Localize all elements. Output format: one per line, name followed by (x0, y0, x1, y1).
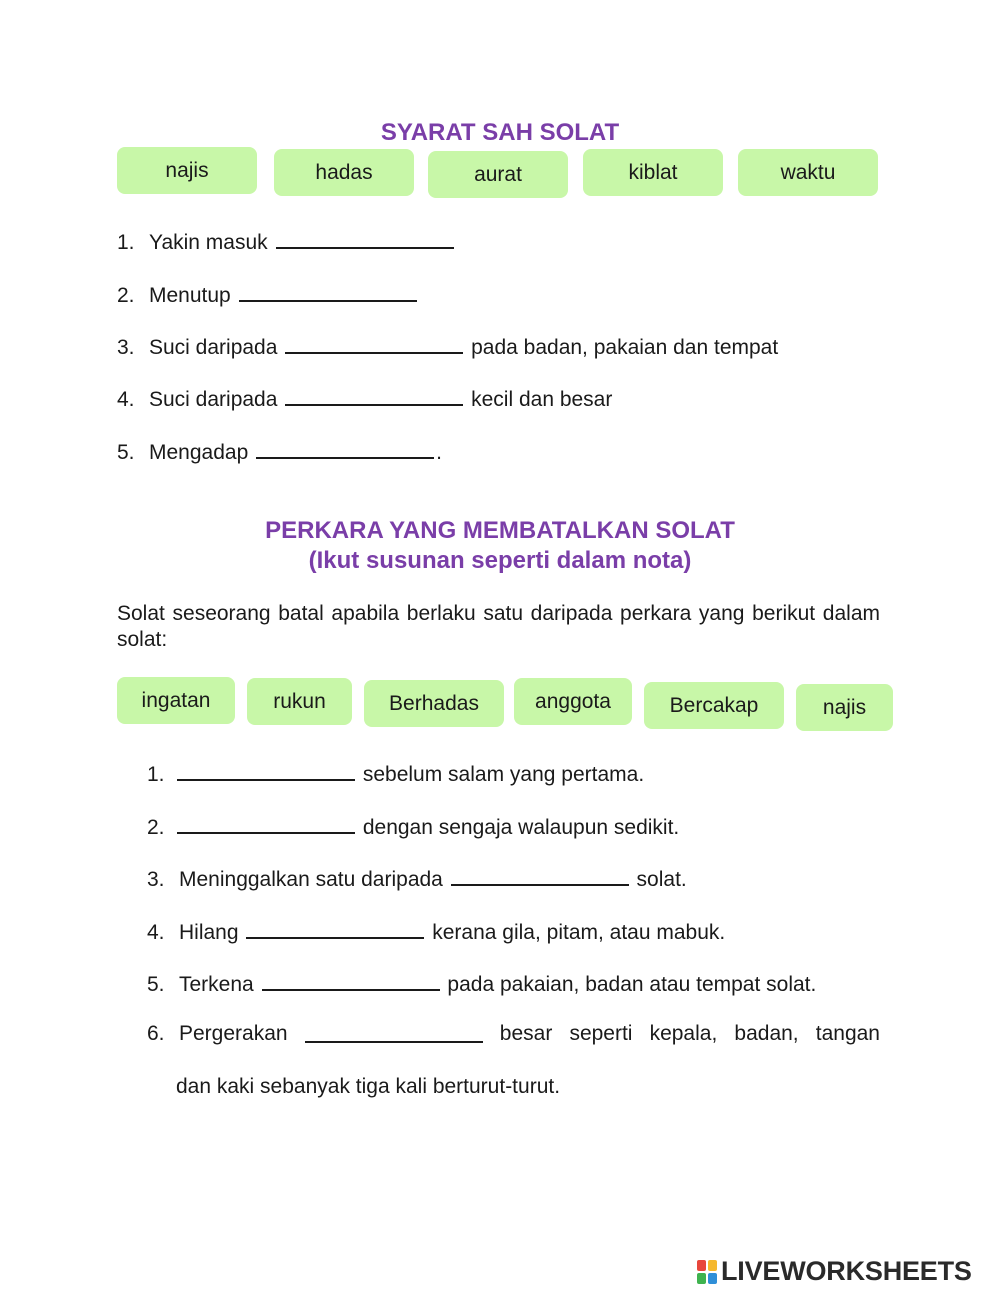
question-word: seperti (569, 1022, 633, 1045)
question-word: kepala, (649, 1022, 718, 1045)
logo-mark-icon (697, 1260, 717, 1284)
question-row (147, 969, 816, 998)
logo-square (708, 1273, 717, 1284)
question-text-after: dengan sengaja walaupun sedikit. (362, 816, 680, 839)
liveworksheets-logo (697, 1256, 972, 1287)
question-row (147, 759, 644, 788)
question-number: 3. (117, 336, 135, 359)
question-text-after: kerana gila, pitam, atau mabuk. (432, 921, 726, 944)
word-chip-ingatan[interactable]: ingatan (117, 677, 235, 724)
answer-blank[interactable] (285, 332, 463, 354)
word-chip-waktu[interactable]: waktu (738, 149, 878, 196)
word-chip-aurat[interactable]: aurat (428, 151, 568, 198)
question-word: tangan (815, 1022, 880, 1045)
question-number: 6. (147, 1022, 165, 1045)
answer-blank[interactable] (451, 864, 629, 886)
question-text-before: Suci daripada (149, 336, 278, 359)
word-chip-najis[interactable]: najis (117, 147, 257, 194)
question-text-after: sebelum salam yang pertama. (362, 763, 645, 786)
question-row (117, 437, 442, 466)
question-number: 4. (147, 921, 165, 944)
question-row (147, 812, 679, 841)
word-chip-kiblat[interactable]: kiblat (583, 149, 723, 196)
answer-blank[interactable] (276, 227, 454, 249)
question-row (147, 917, 725, 946)
question-number: 2. (117, 284, 135, 307)
question-text-after: pada pakaian, badan atau tempat solat. (447, 973, 817, 996)
answer-blank[interactable] (239, 280, 417, 302)
question-number: 2. (147, 816, 165, 839)
answer-blank[interactable] (177, 759, 355, 781)
question-row (147, 864, 687, 893)
answer-blank[interactable] (262, 969, 440, 991)
question-row (117, 384, 612, 413)
answer-blank[interactable] (177, 812, 355, 834)
question-row (147, 1021, 880, 1047)
question-text-before: Yakin masuk (149, 231, 268, 254)
question-row (117, 332, 778, 361)
question-text-before: Pergerakan (179, 1022, 288, 1045)
question-number: 3. (147, 868, 165, 891)
logo-square (708, 1260, 717, 1271)
logo-square (697, 1273, 706, 1284)
question-number: 1. (117, 231, 135, 254)
logo-text: LIVEWORKSHEETS (721, 1256, 972, 1286)
answer-blank[interactable] (285, 384, 463, 406)
question-text-before: Menutup (149, 284, 231, 307)
section2-subtitle: (Ikut susunan seperti dalam nota) (308, 547, 692, 574)
question-word: badan, (734, 1022, 799, 1045)
question-number: 5. (117, 441, 135, 464)
word-chip-berhadas[interactable]: Berhadas (364, 680, 504, 727)
word-chip-bercakap[interactable]: Bercakap (644, 682, 784, 729)
section2-intro: Solat seseorang batal apabila berlaku satu daripada perkara yang berikut dalam solat: (117, 602, 880, 651)
question-number: 1. (147, 763, 165, 786)
question-text-after: . (436, 441, 442, 464)
question-text-before: Mengadap (149, 441, 249, 464)
answer-blank[interactable] (305, 1021, 483, 1043)
question-word: besar (499, 1022, 553, 1045)
question-text-after: solat. (636, 868, 687, 891)
word-chip-najis[interactable]: najis (796, 684, 893, 731)
question-text-after: pada badan, pakaian dan tempat (471, 336, 779, 359)
answer-blank[interactable] (246, 917, 424, 939)
question-number: 4. (117, 388, 135, 411)
word-chip-anggota[interactable]: anggota (514, 678, 632, 725)
question-text-before: Terkena (179, 973, 254, 996)
word-chip-hadas[interactable]: hadas (274, 149, 414, 196)
logo-square (697, 1260, 706, 1271)
question-text-before: Meninggalkan satu daripada (179, 868, 443, 891)
question-number: 5. (147, 973, 165, 996)
question-text-before: Suci daripada (149, 388, 278, 411)
section1-title: SYARAT SAH SOLAT (380, 119, 620, 146)
question-row (117, 227, 456, 256)
question-lead (147, 1021, 288, 1047)
question-row (117, 280, 419, 309)
answer-blank[interactable] (256, 437, 434, 459)
question-text-before: Hilang (179, 921, 239, 944)
word-chip-rukun[interactable]: rukun (247, 678, 352, 725)
question-text-after: kecil dan besar (471, 388, 613, 411)
question-continuation: dan kaki sebanyak tiga kali berturut-turut. (176, 1075, 561, 1098)
section2-title: PERKARA YANG MEMBATALKAN SOLAT (265, 517, 735, 544)
